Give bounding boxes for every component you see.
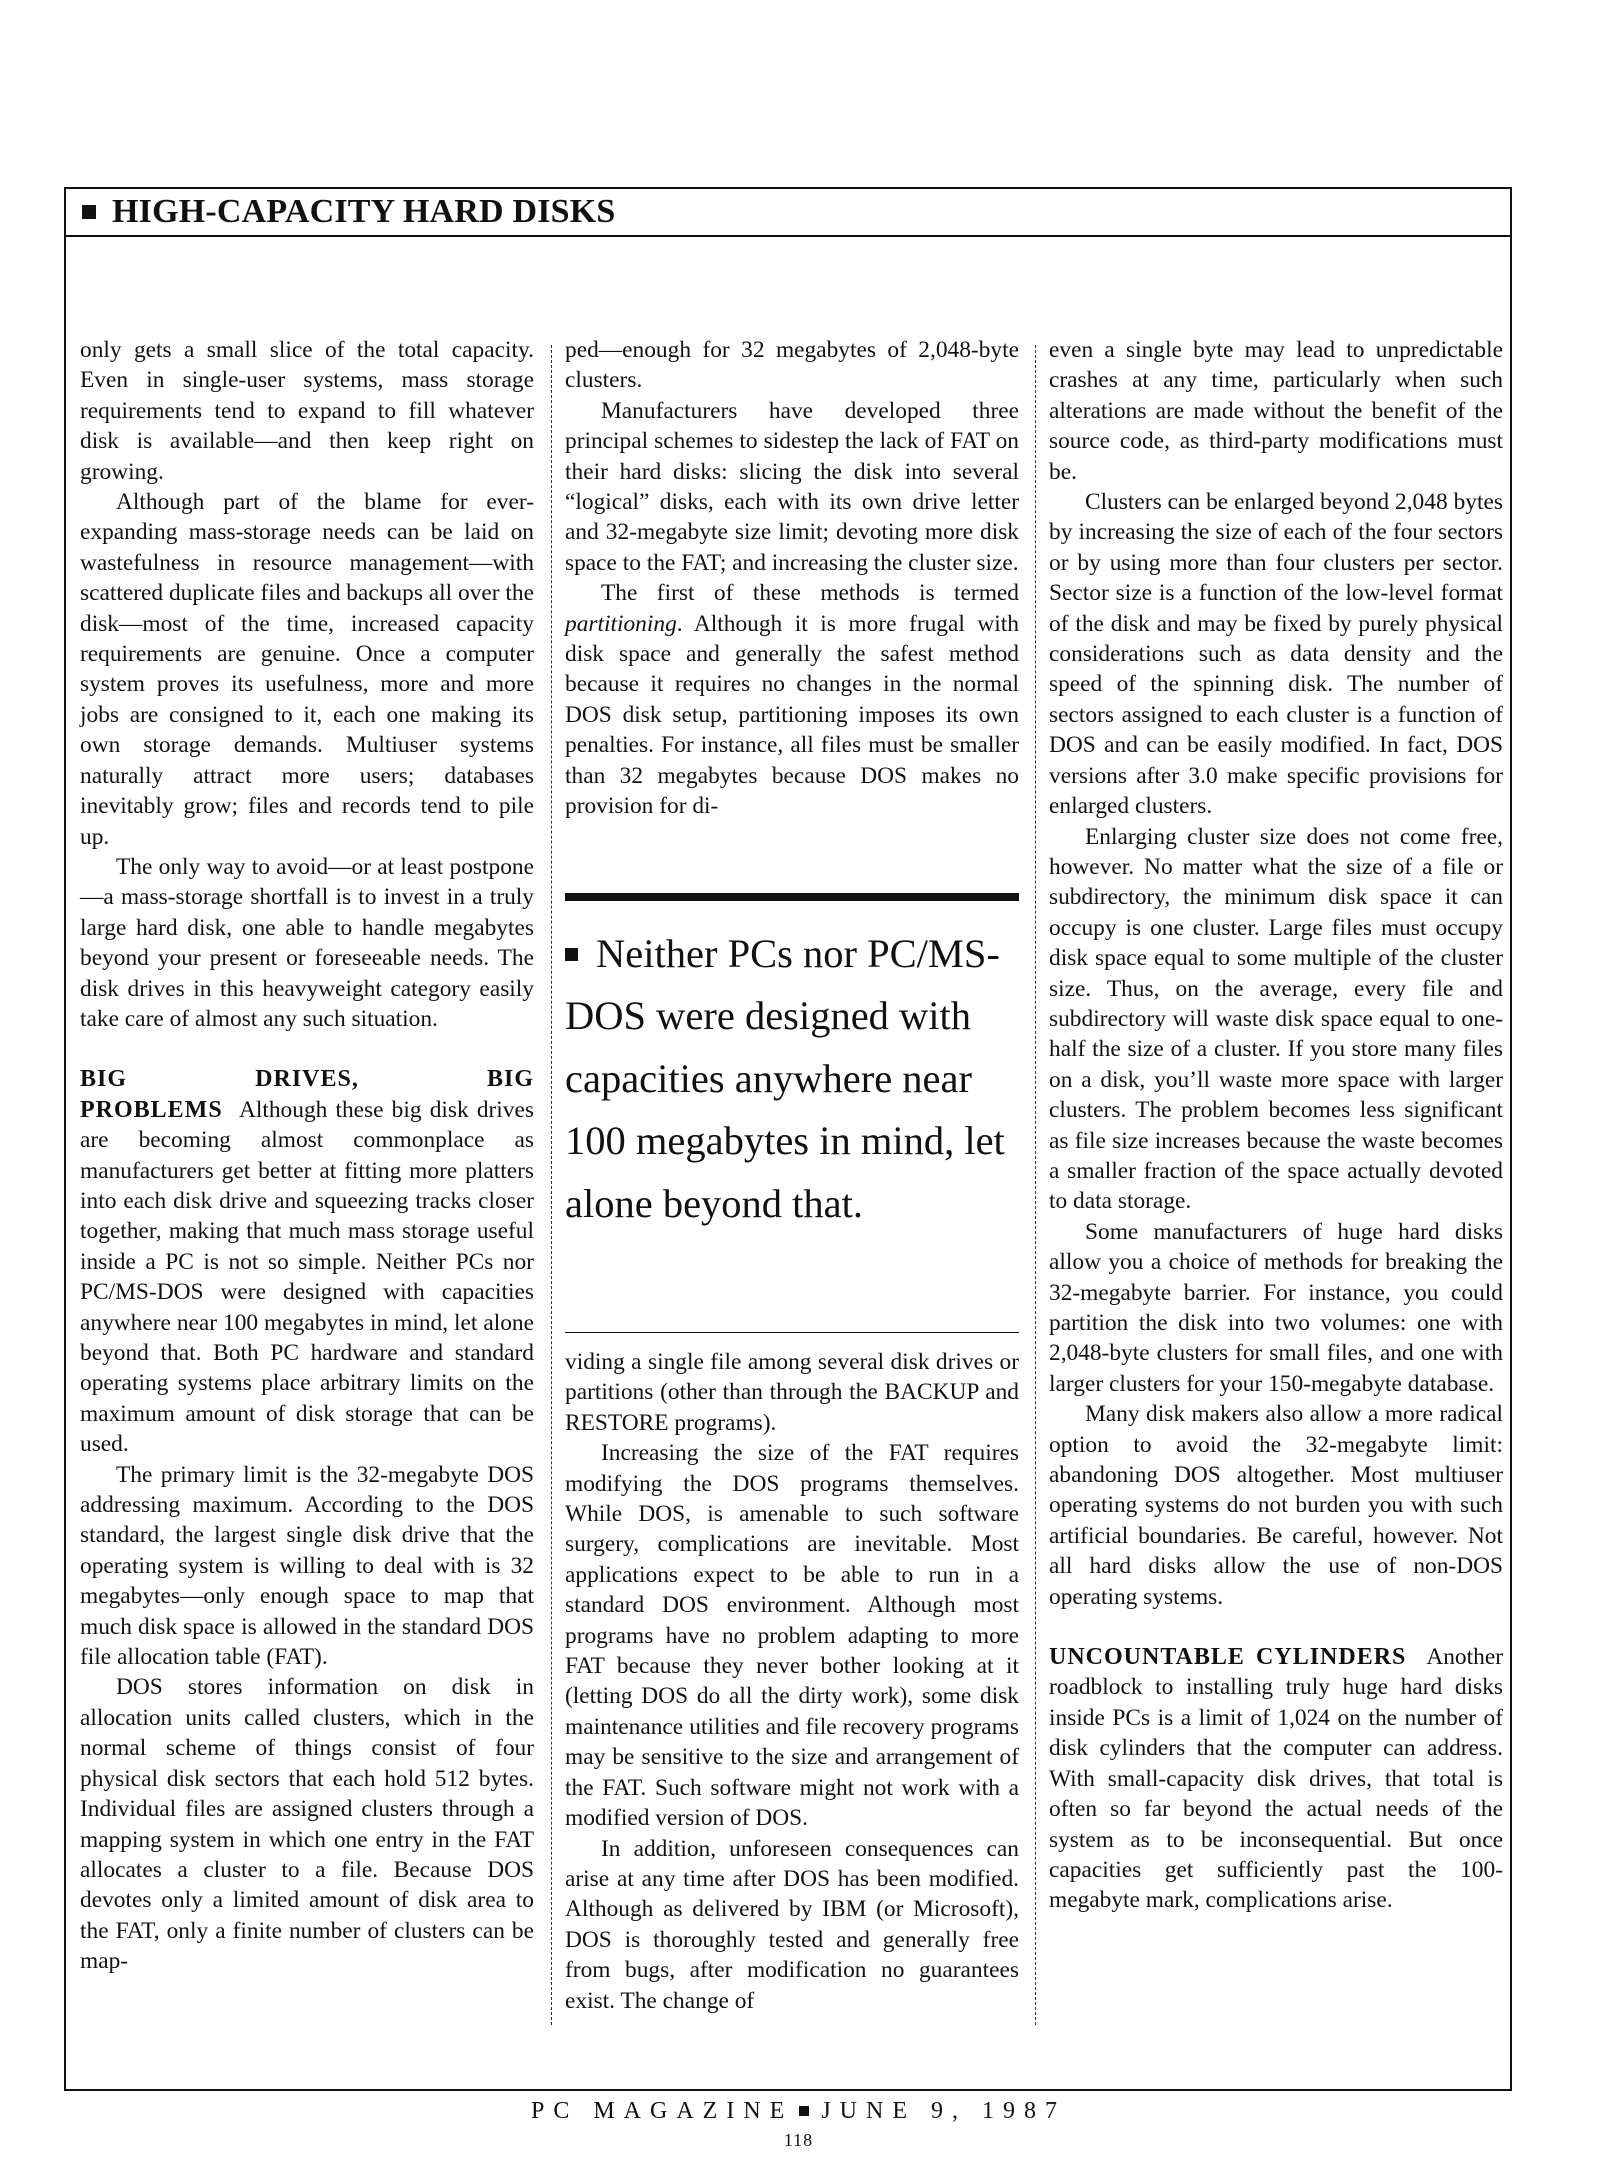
- issue-date: JUNE 9, 1987: [821, 2098, 1066, 2124]
- subhead: UNCOUNTABLE CYLINDERS: [1049, 1644, 1407, 1671]
- emphasis-term: partitioning: [565, 610, 677, 637]
- page-number: 118: [783, 2130, 814, 2150]
- pull-quote-bullet-icon: [565, 948, 578, 961]
- header-bullet-icon: [82, 205, 96, 219]
- column-divider: [1035, 345, 1037, 2025]
- page-footer: [0, 2098, 1597, 2125]
- paragraph-text: Another roadblock to installing truly huge hard disks inside PCs is a limit of 1,024 on the number of disk cylinders that the computer can address. With small-capacity disk drives, that total is often so far beyond the actual needs of the system as to be inconsequential. But once capacities get sufficiently past the 100-megabyte mark, complications arise.: [1049, 1644, 1503, 1914]
- paragraph: The only way to avoid—or at least postpone—a mass-storage shortfall is to invest in a truly large hard disk, one able to handle megabytes beyond your present or foreseeable needs. The disk drives in this heavyweight category easily take care of almost any such situation.: [80, 853, 534, 1032]
- subhead: BIG DRIVES, BIG PROBLEMS: [80, 1066, 534, 1123]
- column-2-bottom: [565, 1347, 1019, 2016]
- footer-bullet-icon: [799, 2106, 809, 2116]
- paragraph: Some manufacturers of huge hard disks allow you a choice of methods for breaking the 32-megabyte barrier. For instance, you could partition the disk into two volumes: one with 2,048-byte clusters for small files, and one with larger clusters for your 150-megabyte database.: [1049, 1218, 1503, 1397]
- paragraph: The primary limit is the 32-megabyte DOS addressing maximum. According to the DOS standard, the largest single disk drive that the operating system is willing to deal with is 32 megabytes—only enough space to map that much disk space is allowed in the standard DOS file allocation table (FAT).: [80, 1461, 534, 1671]
- column-2-top: [565, 335, 1019, 822]
- paragraph-text: . Although it is more frugal with disk space and generally the safest method because it requires no changes in the normal DOS disk setup, partitioning imposes its own penalties. For instance, all files must be smaller than 32 megabytes because DOS makes no provision for di-: [565, 610, 1019, 820]
- paragraph: Although part of the blame for ever-expanding mass-storage needs can be laid on wastefulness in resource management—with scattered duplicate files and backups all over the disk—most of the time, increased capacity requirements are genuine. Once a computer system proves its usefulness, more and more jobs are consigned to it, each one making its own storage demands. Multiuser systems naturally attract more users; databases inevitably grow; files and records tend to pile up.: [80, 489, 534, 850]
- paragraph: [1049, 1642, 1503, 1916]
- paragraph: Manufacturers have developed three principal schemes to sidestep the lack of FAT on their hard disks: slicing the disk into several “logical” disks, each with its own drive letter and 32-megabyte size limit; devoting more disk space to the FAT; and increasing the cluster size.: [565, 397, 1019, 576]
- paragraph-text: The first of these methods is termed: [601, 580, 1019, 607]
- paragraph: [565, 578, 1019, 821]
- paragraph: DOS stores information on disk in allocation units called clusters, which in the normal scheme of things consist of four physical disk sectors that each hold 512 bytes. Individual files are assigned clusters through a mapping system in which one entry in the FAT allocates a cluster to a file. Because DOS devotes only a limited amount of disk area to the FAT, only a finite number of clusters can be map-: [80, 1674, 534, 1975]
- column-divider: [551, 345, 553, 2025]
- pull-quote: [565, 893, 1019, 1333]
- publication-name: PC MAGAZINE: [530, 2098, 794, 2124]
- paragraph: only gets a small slice of the total capacity. Even in single-user systems, mass storage requirements tend to expand to fill whatever disk is available—and then keep right on growing.: [80, 337, 534, 485]
- paragraph-text: Although these big disk drives are becoming almost commonplace as manufacturers get better at fitting more platters into each disk drive and squeezing tracks closer together, making that much mass storage useful inside a PC is not so simple. Neither PCs nor PC/MS-DOS were designed with capacities anywhere near 100 megabytes in mind, let alone beyond that. Both PC hardware and standard operating systems place arbitrary limits on the maximum amount of disk storage that can be used.: [80, 1096, 534, 1458]
- column-3: [1049, 335, 1503, 1916]
- paragraph: even a single byte may lead to unpredictable crashes at any time, particularly when such alterations are made without the benefit of the source code, as third-party modifications must be.: [1049, 337, 1503, 485]
- section-title: HIGH-CAPACITY HARD DISKS: [112, 193, 616, 230]
- section-header: [66, 189, 1510, 237]
- paragraph: In addition, unforeseen consequences can arise at any time after DOS has been modified. Although as delivered by IBM (or Microsoft), DOS is thoroughly tested and generally free from bugs, after modification no guarantees exist. The change of: [565, 1835, 1019, 2014]
- pull-quote-text: Neither PCs nor PC/MS-DOS were designed with capacities anywhere near 100 megabytes in mind, let alone beyond that.: [565, 931, 1005, 1226]
- paragraph: Enlarging cluster size does not come free, however. No matter what the size of a file or subdirectory, the minimum disk space it can occupy is one cluster. Large files must occupy disk space equal to some multiple of the cluster size. Thus, on the average, every file and subdirectory will waste disk space equal to one-half the size of a cluster. If you store many files on a disk, you’ll waste more space with larger clusters. The problem becomes less significant as file size increases because the waste becomes a smaller fraction of the space actually devoted to data storage.: [1049, 823, 1503, 1215]
- paragraph: Many disk makers also allow a more radical option to avoid the 32-megabyte limit: abandoning DOS altogether. Most multiuser operating systems do not burden you with such artificial boundaries. Be careful, however. Not all hard disks allow the use of non-DOS operating systems.: [1049, 1401, 1503, 1610]
- paragraph: [80, 1064, 534, 1459]
- paragraph: Clusters can be enlarged beyond 2,048 bytes by increasing the size of each of the four sectors or by using more than four clusters per sector. Sector size is a function of the low-level format of the disk and may be fixed by purely physical considerations such as data density and the speed of the spinning disk. The number of sectors assigned to each cluster is a function of DOS and can be easily modified. In fact, DOS versions after 3.0 make specific provisions for enlarged clusters.: [1049, 489, 1503, 820]
- paragraph: viding a single file among several disk drives or partitions (other than through the BACKUP and RESTORE programs).: [565, 1349, 1019, 1436]
- column-1: [80, 335, 534, 1977]
- paragraph: ped—enough for 32 megabytes of 2,048-byte clusters.: [565, 337, 1019, 394]
- paragraph: Increasing the size of the FAT requires modifying the DOS programs themselves. While DOS, is amenable to such software surgery, complications are inevitable. Most applications expect to be able to run in a standard DOS environment. Although most programs have no problem adapting to more FAT because they never bother looking at it (letting DOS do all the dirty work), some disk maintenance utilities and file recovery programs may be sensitive to the size and arrangement of the FAT. Such software might not work with a modified version of DOS.: [565, 1440, 1019, 1832]
